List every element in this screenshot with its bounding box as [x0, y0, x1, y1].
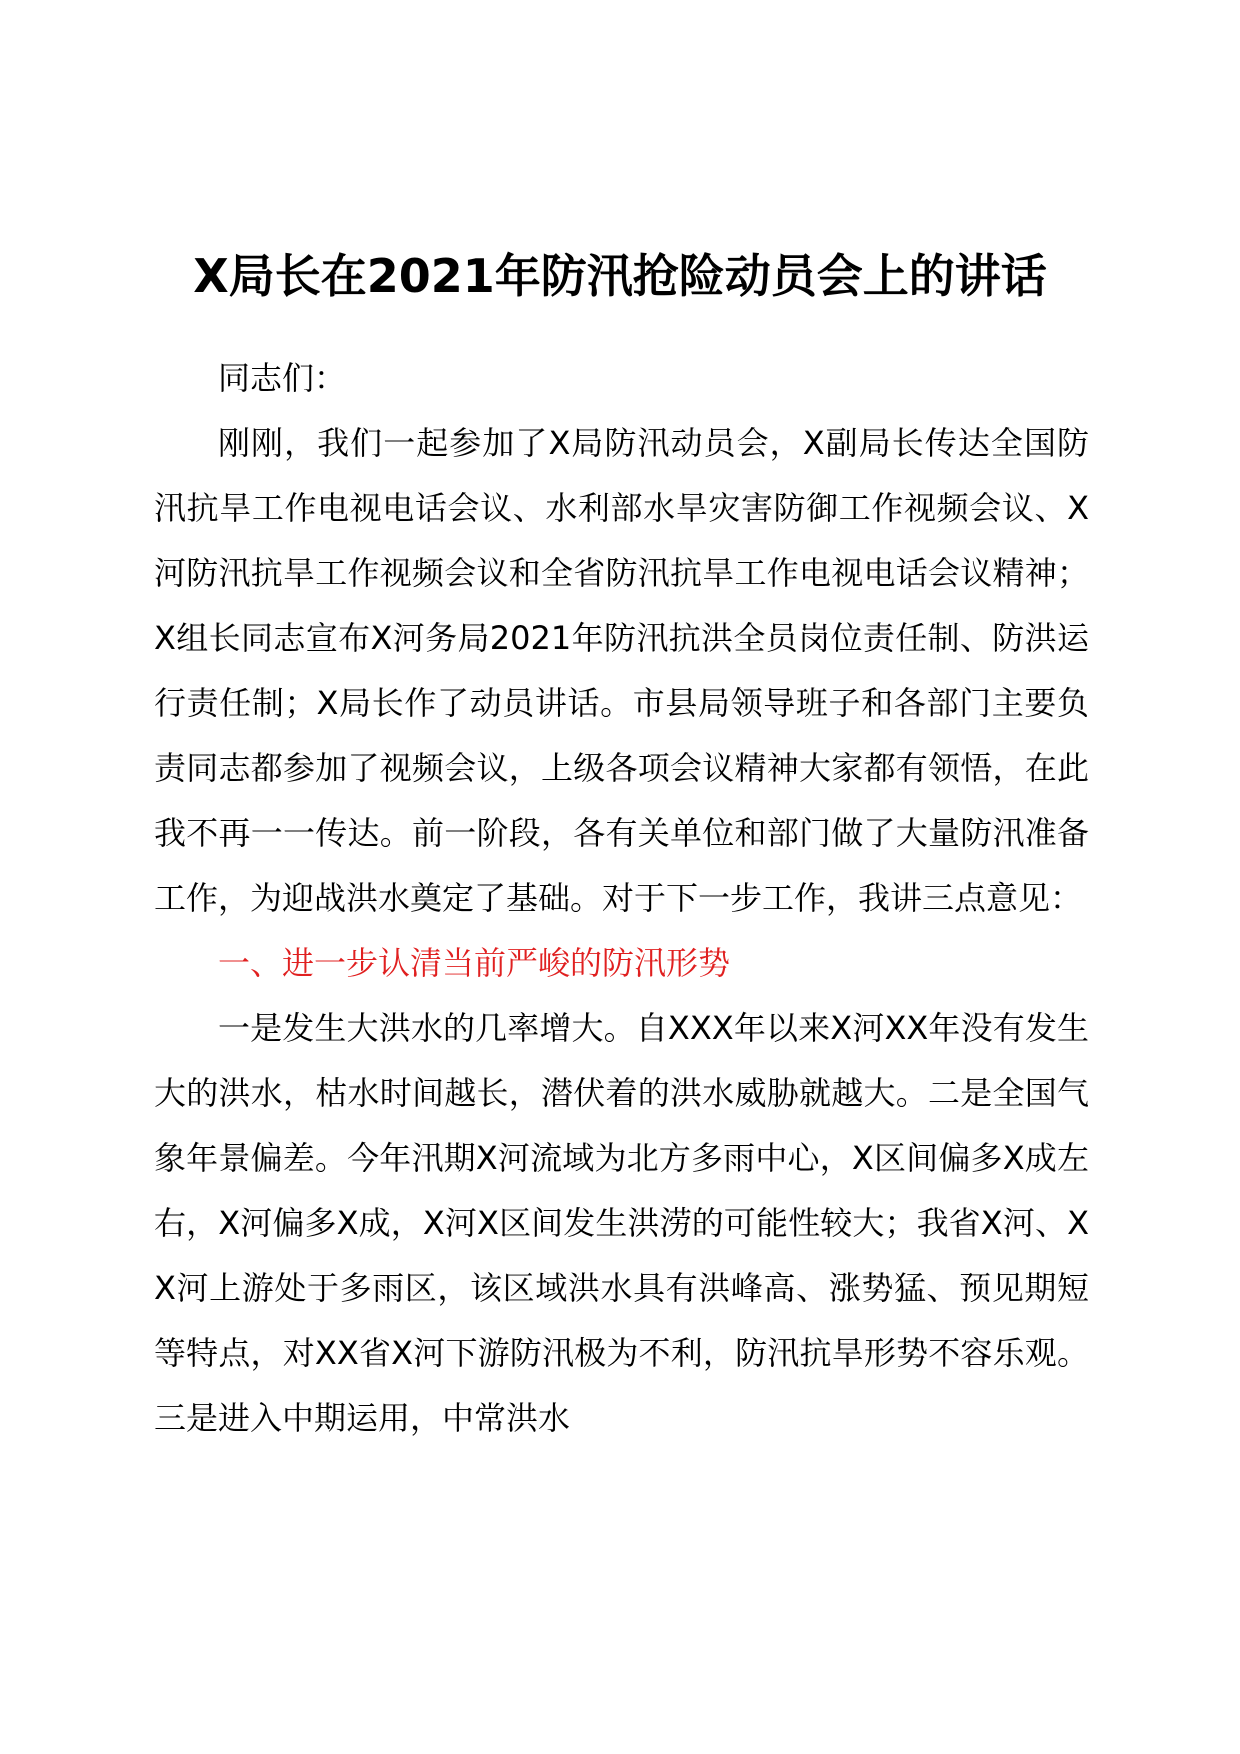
- salutation: 同志们：: [218, 359, 347, 397]
- body-paragraph: 刚刚，我们一起参加了X局防汛动员会，X副局长传达全国防汛抗旱工作电视电话会议、水利部水旱灾害防御工作视频会议、X河防汛抗旱工作视频会议和全省防汛抗旱工作电视电话会议精神；X组长同志宣布X河务局2021年防汛抗洪全员岗位责任制、防洪运行责任制；X局长作了动员讲话。市县局领导班子和各部门主要负责同志都参加了视频会议，上级各项会议精神大家都有领悟，在此我不再一一传达。前一阶段，各有关单位和部门做了大量防汛准备工作，为迎战洪水奠定了基础。对于下一步工作，我讲三点意见：: [154, 424, 1089, 917]
- section-paragraph: 一是发生大洪水的几率增大。自XXX年以来X河XX年没有发生大的洪水，枯水时间越长，潜伏着的洪水威胁就越大。二是全国气象年景偏差。今年汛期X河流域为北方多雨中心，X区间偏多X成左右，X河偏多X成，X河X区间发生洪涝的可能性较大；我省X河、XX河上游处于多雨区，该区域洪水具有洪峰高、涨势猛、预见期短等特点，对XX省X河下游防汛极为不利，防汛抗旱形势不容乐观。三是进入中期运用，中常洪水: [154, 1009, 1089, 1437]
- document-title: X局长在2021年防汛抢险动员会上的讲话: [193, 249, 1047, 303]
- section-heading: 一、进一步认清当前严峻的防汛形势: [218, 944, 731, 982]
- document-body: [154, 346, 1089, 1451]
